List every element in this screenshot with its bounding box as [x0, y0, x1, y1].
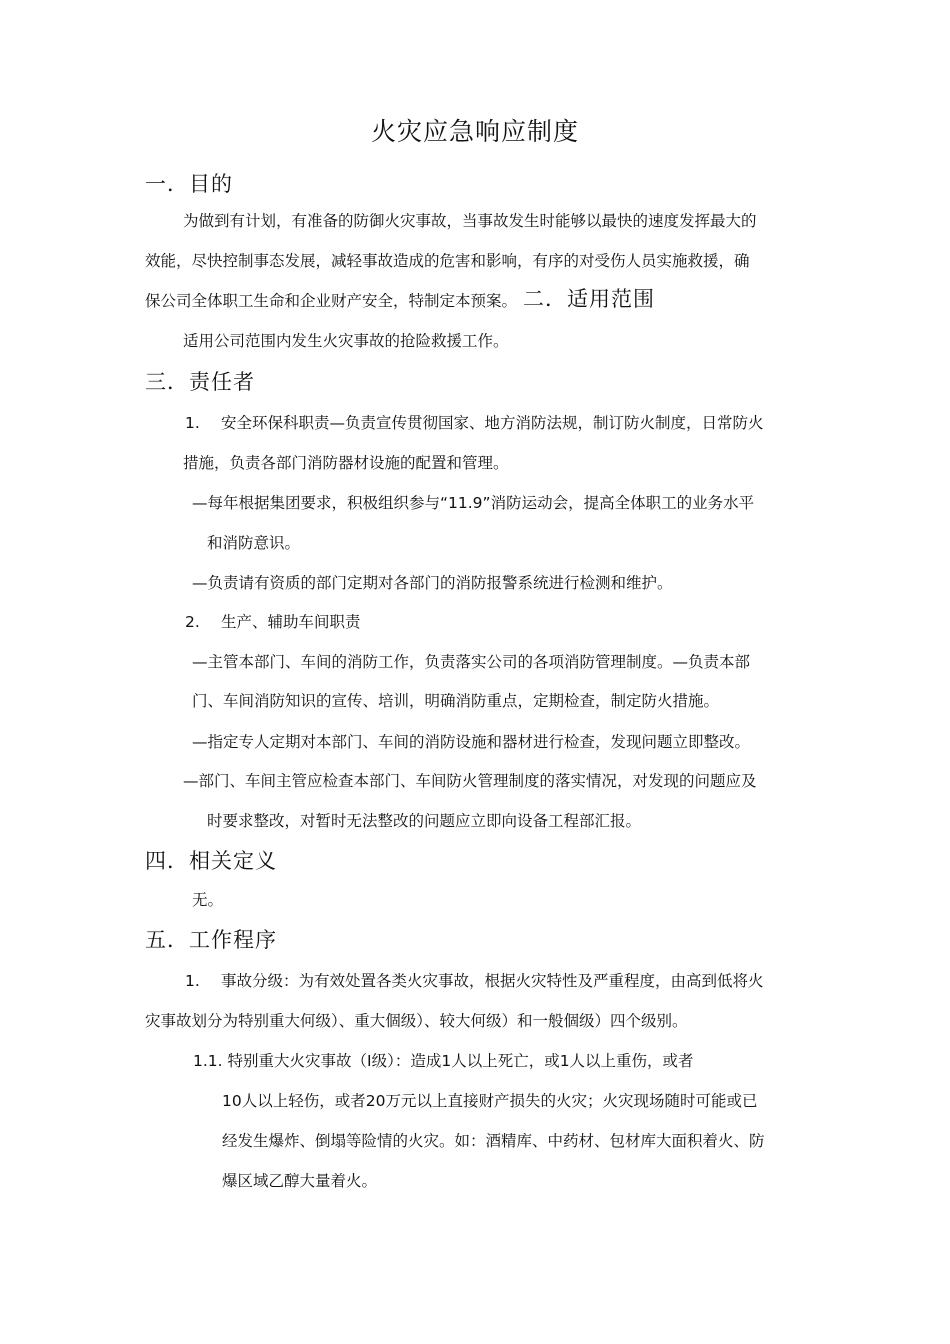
- section-heading-definitions: 四．相关定义: [145, 849, 277, 873]
- paragraph-line: [145, 288, 655, 312]
- sub-item: 1.1. 特别重大火灾事故（I级）：造成1人以上死亡，或1人以上重伤，或者: [193, 1052, 694, 1070]
- paragraph-line: —负责请有资质的部门定期对各部门的消防报警系统进行检测和维护。: [192, 574, 673, 592]
- item-number: 1.: [185, 414, 200, 432]
- paragraph-line: 门、车间消防知识的宣传、培训，明确消防重点，定期检查，制定防火措施。: [192, 692, 720, 710]
- paragraph-line: —每年根据集团要求，积极组织参与“11.9”消防运动会，提高全体职工的业务水平: [192, 494, 755, 512]
- paragraph-line: —部门、车间主管应检查本部门、车间防火管理制度的落实情况，对发现的问题应及: [183, 772, 757, 790]
- section-heading-procedure: 五．工作程序: [145, 928, 277, 952]
- section-heading-responsibility: 三．责任者: [145, 370, 255, 394]
- paragraph-line: 灾事故划分为特别重大何级）、重大個级）、较大何级）和一般個级）四个级别。: [145, 1012, 688, 1030]
- paragraph-line: 适用公司范围内发生火灾事故的抢险救援工作。: [183, 332, 509, 350]
- item-text: 安全环保科职责—负责宣传贯彻国家、地方消防法规，制订防火制度，日常防火: [221, 414, 764, 432]
- item-number: 2.: [185, 613, 200, 631]
- document-title: 火灾应急响应制度: [370, 117, 579, 146]
- paragraph-line: 10人以上轻伤，或者20万元以上直接财产损失的火灾；火灾现场随时可能或已: [222, 1092, 758, 1110]
- paragraph-line: 措施，负责各部门消防器材设施的配置和管理。: [183, 454, 509, 472]
- paragraph-line: 经发生爆炸、倒塌等险情的火灾。如：酒精库、中药材、包材库大面积着火、防: [222, 1132, 765, 1150]
- list-item: [185, 611, 361, 633]
- item-number: 1.: [185, 972, 200, 990]
- list-item: [185, 970, 764, 992]
- section-heading-purpose: 一．目的: [145, 172, 233, 196]
- list-item: [185, 412, 764, 434]
- paragraph-line: 效能，尽快控制事态发展，减轻事故造成的危害和影响，有序的对受伤人员实施救援，确: [145, 252, 750, 270]
- paragraph-text: 保公司全体职工生命和企业财产安全，特制定本预案。: [145, 292, 518, 310]
- item-text: 事故分级：为有效处置各类火灾事故，根据火灾特性及严重程度，由高到低将火: [221, 972, 764, 990]
- paragraph-line: 时要求整改，对暂时无法整改的问题应立即向设备工程部汇报。: [207, 812, 642, 830]
- paragraph-line: 无。: [192, 891, 224, 909]
- paragraph-line: 为做到有计划，有准备的防御火灾事故，当事故发生时能够以最快的速度发挥最大的: [183, 212, 757, 230]
- paragraph-line: —指定专人定期对本部门、车间的消防设施和器材进行检查，发现问题立即整改。: [192, 733, 751, 751]
- paragraph-line: 和消防意识。: [207, 534, 301, 552]
- section-heading-scope: 二．适用范围: [523, 287, 656, 311]
- paragraph-line: 爆区域乙醇大量着火。: [222, 1172, 378, 1190]
- item-text: 生产、辅助车间职责: [221, 613, 361, 631]
- paragraph-line: —主管本部门、车间的消防工作，负责落实公司的各项消防管理制度。—负责本部: [192, 653, 751, 671]
